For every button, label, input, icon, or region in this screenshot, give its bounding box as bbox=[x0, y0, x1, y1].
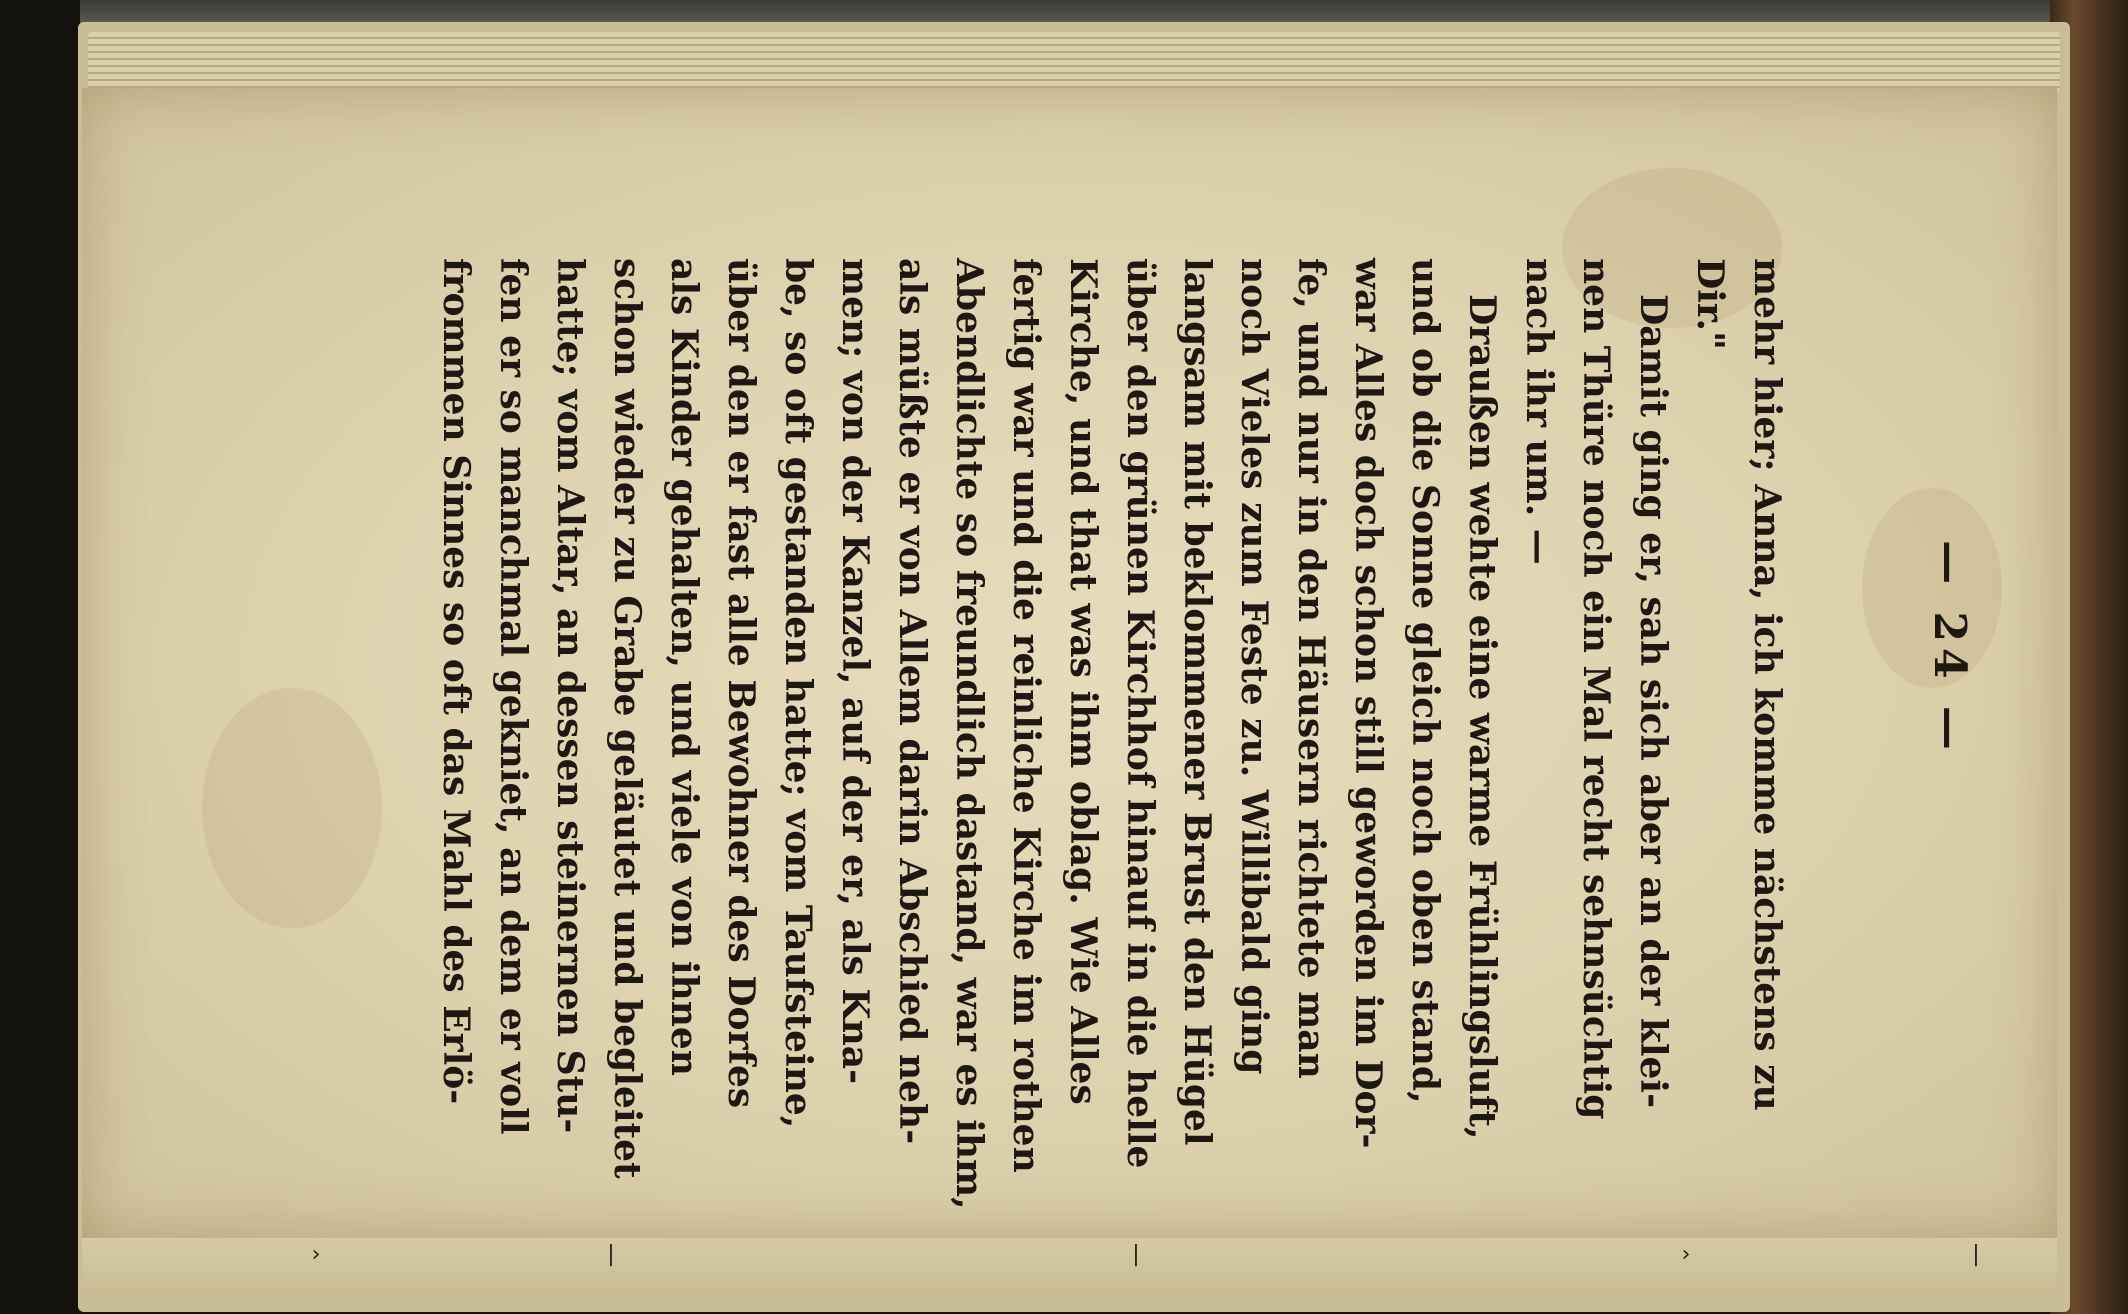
text-line: Kirche, und that was ihm oblag. Wie Alles bbox=[1062, 258, 1104, 1105]
text-line: Abendlichte so freundlich dastand, war es ihm, bbox=[948, 258, 990, 1210]
stitch-mark: | bbox=[1132, 1242, 1140, 1267]
text-line: noch Vieles zum Feste zu. Willibald ging bbox=[1233, 258, 1275, 1075]
text-line: langsam mit beklommener Brust den Hügel bbox=[1176, 258, 1218, 1146]
text-line: hatte; vom Altar, an dessen steinernen Stu- bbox=[549, 258, 591, 1134]
text-line: Draußen wehte eine warme Frühlingsluft, bbox=[1461, 294, 1503, 1140]
text-line: Dir." bbox=[1689, 258, 1731, 350]
text-line: als Kinder gehalten, und viele von ihnen bbox=[663, 258, 705, 1076]
text-line: mehr hier; Anna, ich komme nächstens zu bbox=[1746, 258, 1788, 1111]
text-line: schon wieder zu Grabe geläutet und begleitet bbox=[606, 258, 648, 1179]
text-line: men; von der Kanzel, auf der er, als Kna- bbox=[834, 258, 876, 1085]
text-line: fe, und nur in den Häusern richtete man bbox=[1290, 258, 1332, 1079]
stitch-mark: | bbox=[1972, 1242, 1980, 1267]
text-line: be, so oft gestanden hatte; vom Taufsteine, bbox=[777, 258, 819, 1129]
text-line: über den er fast alle Bewohner des Dorfes bbox=[720, 258, 762, 1109]
text-line: und ob die Sonne gleich noch oben stand, bbox=[1404, 258, 1446, 1104]
text-line: nen Thüre noch ein Mal recht sehnsüchtig bbox=[1575, 258, 1617, 1120]
text-line: Damit ging er, sah sich aber an der klei- bbox=[1632, 294, 1674, 1109]
text-line: als müßte er von Allem darin Abschied neh- bbox=[891, 258, 933, 1145]
text-line: fen er so manchmal gekniet, an dem er voll bbox=[492, 258, 534, 1135]
text-line: fertig war und die reinliche Kirche im rothen bbox=[1005, 258, 1047, 1173]
stitch-mark: › bbox=[311, 1242, 321, 1267]
page-number-header: — 24 — bbox=[1924, 540, 1975, 756]
text-line: frommen Sinnes so oft das Mahl des Erlö- bbox=[435, 258, 477, 1105]
body-text bbox=[427, 258, 1795, 1210]
text-line: nach ihr um. — bbox=[1518, 258, 1560, 565]
text-line: über den grünen Kirchhof hinauf in die helle bbox=[1119, 258, 1161, 1169]
stitch-mark: › bbox=[1681, 1242, 1691, 1267]
text-line: war Alles doch schon still geworden im Dor- bbox=[1347, 258, 1389, 1149]
rotated-text-block bbox=[425, 258, 1975, 1210]
page-bottom-edge bbox=[82, 1238, 2057, 1298]
foxing-stain bbox=[202, 688, 382, 928]
stitch-mark: | bbox=[607, 1242, 615, 1267]
